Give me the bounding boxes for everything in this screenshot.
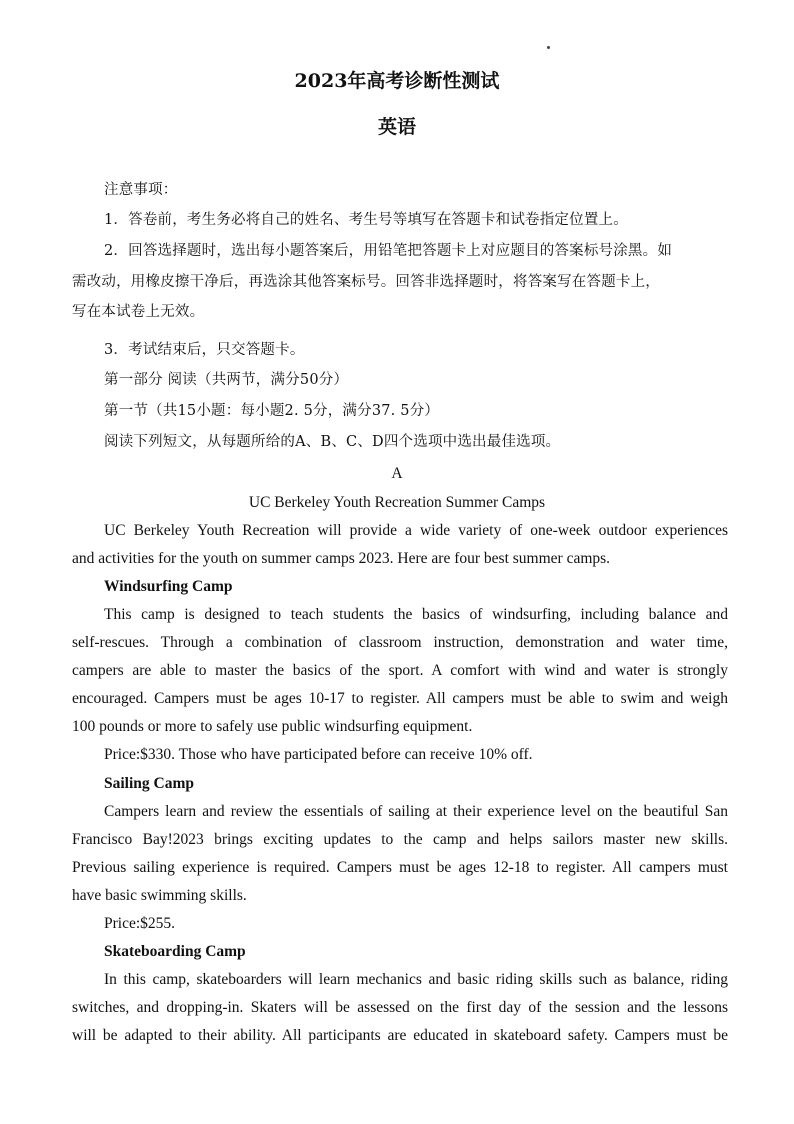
notice-heading: 注意事项： <box>104 182 178 198</box>
camp-price-sailing: Price:$255. <box>104 915 176 932</box>
camp-heading-skateboarding: Skateboarding Camp <box>104 943 246 960</box>
subject-title: 英语 <box>377 116 416 138</box>
camp-text-line: Campers learn and review the essentials of sailing at their experience level on the beautiful San <box>104 803 728 820</box>
exam-title: 2023年高考诊断性测试 <box>294 70 500 92</box>
camp-text-line: encouraged. Campers must be ages 10-17 to register. All campers must be able to swim and weigh <box>72 690 728 707</box>
passage-title: UC Berkeley Youth Recreation Summer Camps <box>248 494 546 511</box>
camp-text-line: In this camp, skateboarders will learn mechanics and basic riding skills such as balance, riding <box>104 971 728 988</box>
camp-price-windsurfing: Price:$330. Those who have participated before can receive 10% off. <box>104 746 533 763</box>
camp-text-line: This camp is designed to teach students the basics of windsurfing, including balance and <box>104 606 728 623</box>
section-part-heading: 第一部分 阅读（共两节，满分50分） <box>104 372 349 388</box>
camp-text-line: self-rescues. Through a combination of classroom instruction, demonstration and water time, <box>72 634 728 651</box>
section-instruction: 阅读下列短文，从每题所给的A、B、C、D四个选项中选出最佳选项。 <box>104 434 561 450</box>
passage-intro-line-2: and activities for the youth on summer camps 2023. Here are four best summer camps. <box>72 550 611 567</box>
camp-heading-sailing: Sailing Camp <box>104 775 195 792</box>
camp-text-line: Previous sailing experience is required. Campers must be ages 12-18 to register. All campers must <box>72 859 728 876</box>
notice-item-2-line-2: 需改动，用橡皮擦干净后，再选涂其他答案标号。回答非选择题时，将答案写在答题卡上， <box>72 274 660 290</box>
notice-item-3: 3．考试结束后，只交答题卡。 <box>104 342 305 358</box>
camp-text-line: will be adapted to their ability. All participants are educated in skateboard safety. Campers must be <box>72 1027 728 1044</box>
camp-text-line: have basic swimming skills. <box>72 887 247 904</box>
camp-text-line: switches, and dropping-in. Skaters will be assessed on the first day of the session and the lessons <box>72 999 728 1016</box>
notice-item-2-line-1: 2．回答选择题时，选出每小题答案后，用铅笔把答题卡上对应题目的答案标号涂黑。如 <box>104 243 673 259</box>
camp-text-line: Francisco Bay!2023 brings exciting updates to the camp and helps sailors master new skills. <box>72 831 728 848</box>
passage-label: A <box>391 465 403 482</box>
camp-text-line: 100 pounds or more to safely use public windsurfing equipment. <box>72 718 473 735</box>
notice-item-1: 1．答卷前，考生务必将自己的姓名、考生号等填写在答题卡和试卷指定位置上。 <box>104 212 628 228</box>
camp-text-line: campers are able to master the basics of the sport. A comfort with wind and water is strongly <box>72 662 728 679</box>
passage-intro-line-1: UC Berkeley Youth Recreation will provide a wide variety of one-week outdoor experiences <box>104 522 728 539</box>
scan-mark <box>547 46 550 49</box>
camp-heading-windsurfing: Windsurfing Camp <box>104 578 233 595</box>
notice-item-2-line-3: 写在本试卷上无效。 <box>72 304 205 320</box>
section-subsection-heading: 第一节（共15小题：每小题2. 5分，满分37. 5分） <box>104 403 440 419</box>
